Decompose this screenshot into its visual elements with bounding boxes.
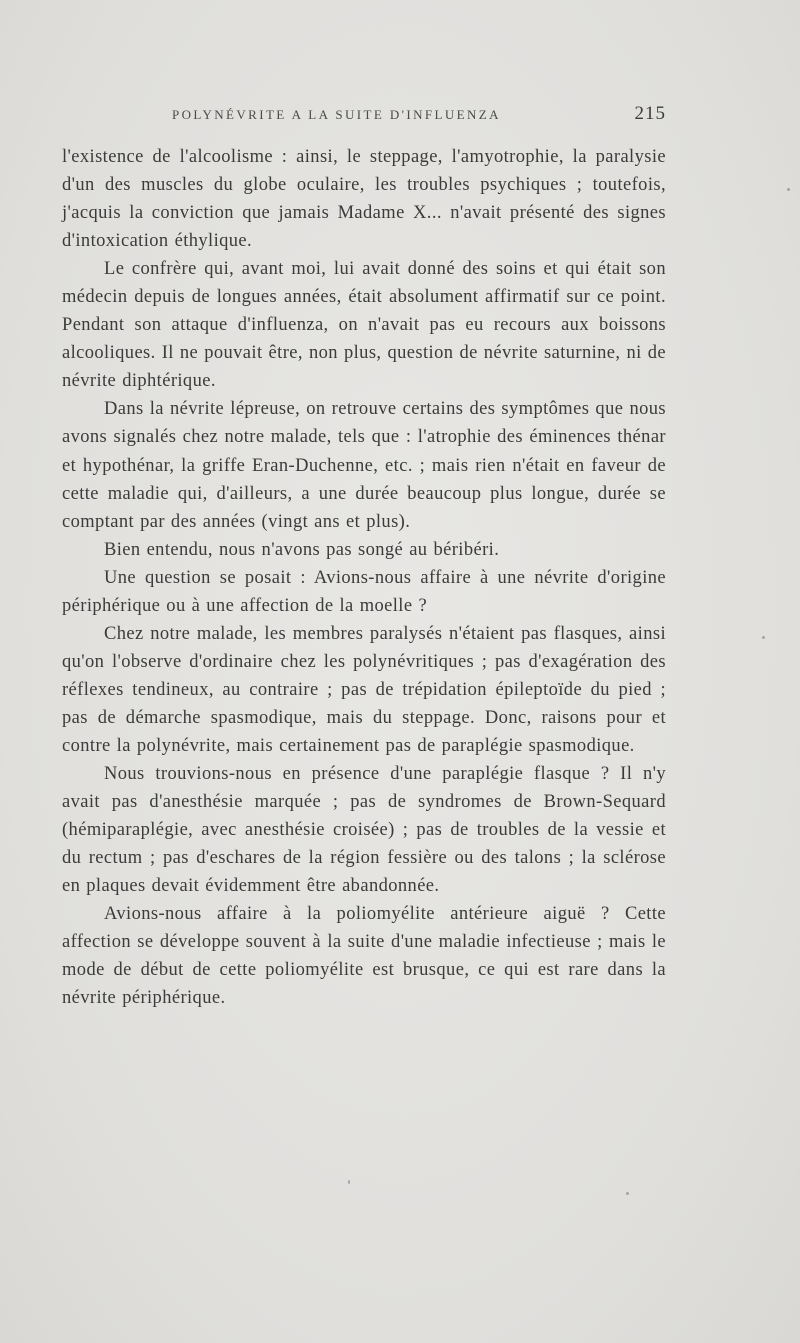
running-title: POLYNÉVRITE A LA SUITE D'INFLUENZA xyxy=(172,107,501,122)
paper-speck xyxy=(762,636,765,639)
paragraph: Nous trouvions-nous en présence d'une paraplégie flasque ? Il n'y avait pas d'anesthésie marquée ; pas de syndromes de Brown-Sequard (hémiparaplégie, avec anesthésie croisée) ; pas de troubles de la vessie et du rectum ; pas d'eschares de la région fessière ou des talons ; la sclérose en plaques devait évidemment être abandonnée. xyxy=(62,764,666,897)
paper-speck xyxy=(626,1192,629,1195)
paper-speck xyxy=(348,1180,350,1184)
paragraph: Dans la névrite lépreuse, on retrouve certains des symptômes que nous avons signalés chez notre malade, tels que : l'atrophie des éminences thénar et hypothénar, la griffe Eran-Duchenne, etc. ; mais rien n'était en faveur de cette maladie qui, d'ailleurs, a une durée beaucoup plus longue, durée se comptant par des années (vingt ans et plus). xyxy=(62,399,666,532)
paragraph: Une question se posait : Avions-nous affaire à une névrite d'origine périphérique ou à une affection de la moelle ? xyxy=(62,567,666,616)
paper-speck xyxy=(787,188,790,191)
page-number: 215 xyxy=(634,103,666,124)
paragraph: l'existence de l'alcoolisme : ainsi, le steppage, l'amyotrophie, la paralysie d'un des muscles du globe oculaire, les troubles psychiques ; toutefois, j'acquis la conviction que jamais Madame X... n'avait présenté des signes d'intoxication éthylique. xyxy=(62,147,666,252)
paragraph: Chez notre malade, les membres paralysés n'étaient pas flasques, ainsi qu'on l'observe d'ordinaire chez les polynévritiques ; pas d'exagération des réflexes tendineux, au contraire ; pas de trépidation épileptoïde du pied ; pas de démarche spasmodique, mais du steppage. Donc, raisons pour et contre la polynévrite, mais certainement pas de paraplégie spasmodique. xyxy=(62,623,666,756)
paragraph: Avions-nous affaire à la poliomyélite antérieure aiguë ? Cette affection se développe souvent à la suite d'une maladie infectieuse ; mais le mode de début de cette poliomyélite est brusque, ce qui est rare dans la névrite périphérique. xyxy=(62,904,666,1009)
paragraph: Le confrère qui, avant moi, lui avait donné des soins et qui était son médecin depuis de longues années, était absolument affirmatif sur ce point. Pendant son attaque d'influenza, on n'avait pas eu recours aux boissons alcooliques. Il ne pouvait être, non plus, question de névrite saturnine, ni de névrite diphtérique. xyxy=(62,259,666,392)
body-text xyxy=(62,143,666,1012)
paragraph: Bien entendu, nous n'avons pas songé au béribéri. xyxy=(104,539,500,560)
page-header xyxy=(62,103,666,127)
